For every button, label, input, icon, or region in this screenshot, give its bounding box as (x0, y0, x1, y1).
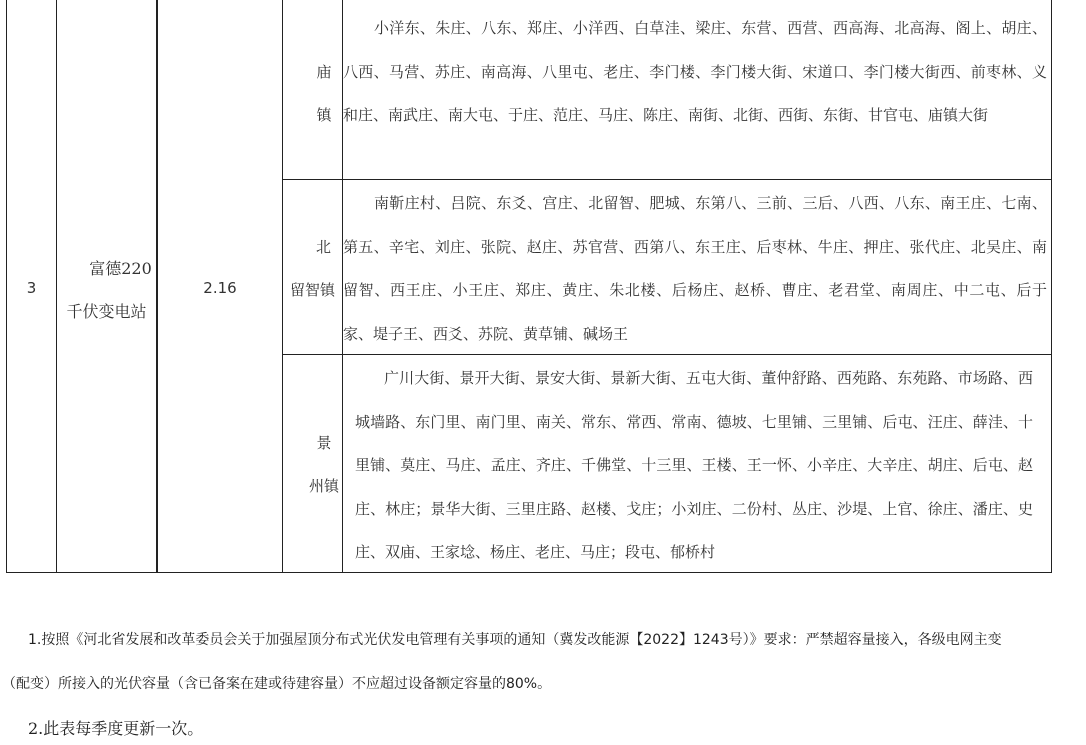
town-name-line1: 景 (316, 434, 332, 452)
data-table (6, 0, 1052, 573)
note-1-line-1: 1.按照《河北省发展和改革委员会关于加强屋顶分布式光伏发电管理有关事项的通知（冀发改能源【2022】1243号）》要求：严禁超容量接入，各级电网主变 (28, 632, 1002, 648)
note-1-line-2: （配变）所接入的光伏容量（含已备案在建或待建容量）不应超过设备额定容量的80%。 (2, 676, 552, 692)
row-divider (282, 179, 1051, 180)
town-name-cell (306, 422, 342, 508)
town-name-line2: 州镇 (308, 477, 339, 495)
town-name-cell (283, 226, 342, 312)
substation-name-cell (57, 247, 156, 333)
town-name-line2: 镇 (316, 106, 332, 124)
village-list: 小洋东、朱庄、八东、郑庄、小洋西、白草洼、梁庄、东营、西营、西高海、北高海、阁上、胡庄、八西、马营、苏庄、南高海、八里屯、老庄、李门楼、李门楼大街、宋道口、李门楼大街西、前枣林、义和庄、南武庄、南大屯、于庄、范庄、马庄、陈庄、南街、北街、西街、东街、甘官屯、庙镇大街 (343, 19, 1047, 124)
note-2: 2.此表每季度更新一次。 (28, 719, 204, 738)
town-name-line2: 留智镇 (289, 281, 335, 299)
substation-name-line1: 富德220 (89, 259, 152, 278)
town-name-cell (306, 51, 342, 137)
village-list: 广川大街、景开大街、景安大街、景新大街、五屯大街、董仲舒路、西苑路、东苑路、市场路、西城墙路、东门里、南门里、南关、常东、常西、常南、德坡、七里铺、三里铺、后屯、汪庄、薛洼、十里铺、莫庄、马庄、孟庄、齐庄、千佛堂、十三里、王楼、王一怀、小辛庄、大辛庄、胡庄、后屯、赵庄、林庄；景华大街、三里庄路、赵楼、戈庄；小刘庄、二份村、丛庄、沙堤、上官、徐庄、潘庄、史庄、双庙、王家埝、杨庄、老庄、马庄；段屯、郁桥村 (355, 369, 1033, 561)
row-index-cell: 3 (26, 279, 37, 297)
town-name-line1: 庙 (316, 63, 332, 81)
capacity-cell: 2.16 (203, 279, 237, 297)
village-list: 南靳庄村、吕院、东爻、宫庄、北留智、肥城、东第八、三前、三后、八西、八东、南王庄、七南、第五、辛宅、刘庄、张院、赵庄、苏官营、西第八、东王庄、后枣林、牛庄、押庄、张代庄、北吴庄、南留智、西王庄、小王庄、郑庄、黄庄、朱北楼、后杨庄、赵桥、曹庄、老君堂、南周庄、中二屯、后于家、堤子王、西爻、苏院、黄草铺、碱场王 (343, 194, 1047, 343)
town-name-line1: 北 (315, 238, 331, 256)
substation-name-line2: 千伏变电站 (66, 302, 147, 321)
